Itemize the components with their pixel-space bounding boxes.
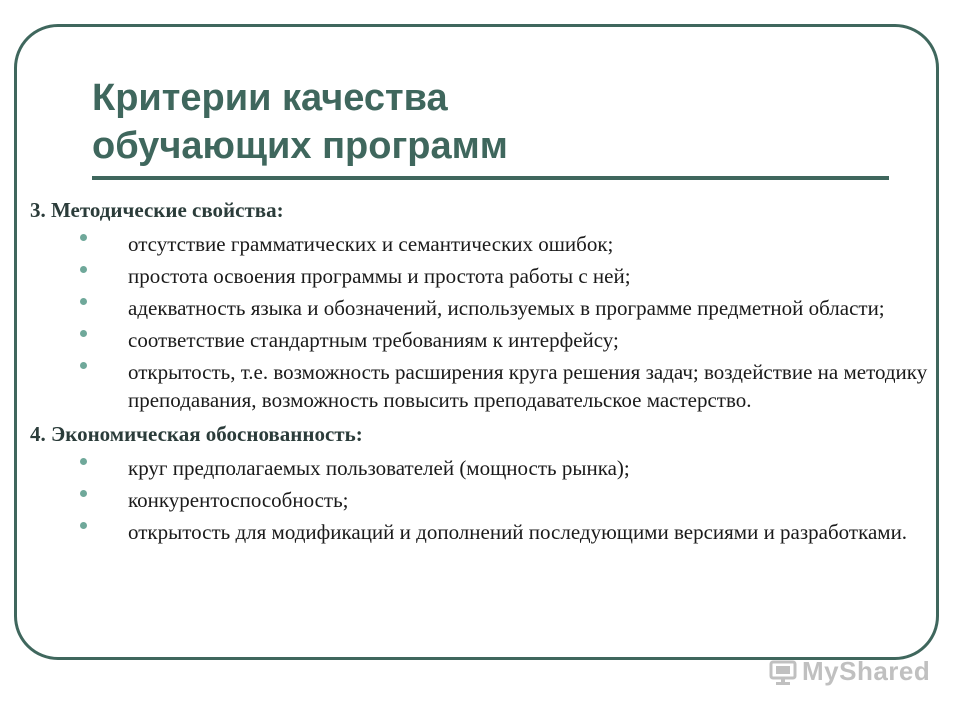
presentation-icon	[768, 657, 798, 687]
list-item-text: открытость для модификаций и дополнений последующими версиями и разработками.	[128, 520, 908, 544]
list-item-text: отсутствие грамматических и семантических ошибок;	[128, 232, 614, 256]
list-item	[30, 358, 935, 414]
list-item-text: круг предполагаемых пользователей (мощность рынка);	[128, 456, 630, 480]
list-item-text: конкурентоспособность;	[128, 488, 349, 512]
bullet-icon	[80, 458, 87, 465]
bullet-icon	[80, 490, 87, 497]
bullet-icon	[80, 298, 87, 305]
list-item	[30, 294, 935, 322]
list-item-text: адекватность языка и обозначений, используемых в программе предметной области;	[128, 296, 885, 320]
list-item-text: простота освоения программы и простота работы с ней;	[128, 264, 631, 288]
list-item-text: соответствие стандартным требованиям к интерфейсу;	[128, 328, 619, 352]
title-underline	[92, 176, 889, 180]
list-item	[30, 518, 935, 546]
bullet-icon	[80, 266, 87, 273]
list-item	[30, 262, 935, 290]
slide-title	[92, 74, 508, 170]
list-item-text: открытость, т.е. возможность расширения круга решения задач; воздействие на методику преподавания, возможность повысить преподавательское мастерство.	[128, 360, 928, 412]
list-item	[30, 454, 935, 482]
title-line-1: Критерии качества	[92, 77, 448, 119]
bullet-icon	[80, 522, 87, 529]
list-item	[30, 326, 935, 354]
bullet-icon	[80, 362, 87, 369]
bullet-icon	[80, 330, 87, 337]
bullet-icon	[80, 234, 87, 241]
section-heading-methodical: 3. Методические свойства:	[30, 198, 284, 222]
section-heading-economic: 4. Экономическая обоснованность:	[30, 422, 363, 446]
economic-list	[30, 454, 935, 546]
list-item	[30, 230, 935, 258]
title-line-2: обучающих программ	[92, 125, 508, 167]
list-item	[30, 486, 935, 514]
watermark-text: MyShared	[802, 656, 931, 686]
watermark	[768, 656, 930, 687]
slide-content	[30, 196, 935, 550]
methodical-list	[30, 230, 935, 414]
